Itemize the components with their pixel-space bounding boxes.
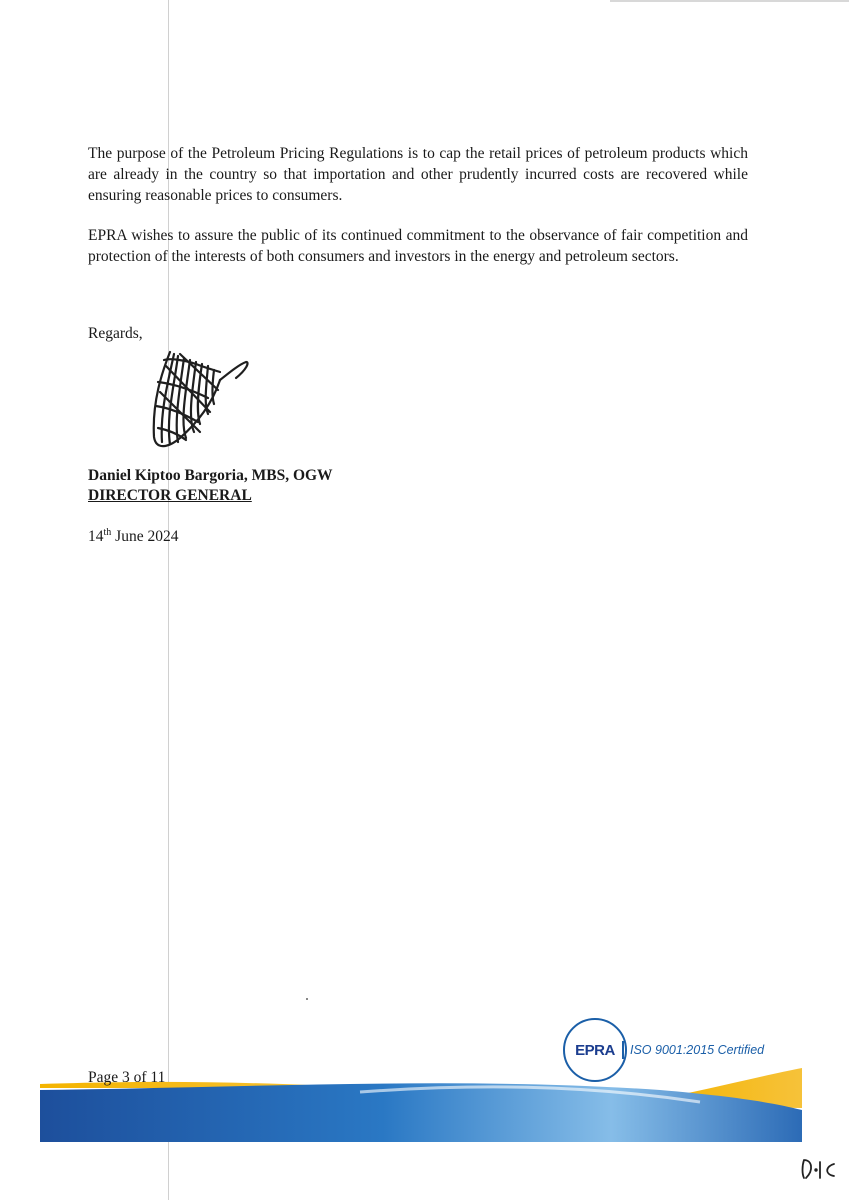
epra-logo: [563, 1018, 627, 1082]
body-paragraph-2: EPRA wishes to assure the public of its continued commitment to the observance of fair competition and protection of the interests of both consumers and investors in the energy and petroleum sectors.: [88, 227, 748, 265]
date-day: 14: [88, 528, 104, 546]
body-paragraph-1: The purpose of the Petroleum Pricing Regulations is to cap the retail prices of petroleum products which are already in the country so that importation and other prudently incurred costs are recovered while ensuring reasonable prices to consumers.: [88, 145, 748, 204]
handwritten-signature: [140, 342, 260, 457]
handwritten-initials: [798, 1152, 838, 1182]
epra-logo-text: EPRA: [575, 1041, 615, 1059]
closing-salutation: Regards,: [88, 325, 143, 342]
scan-speck: [306, 998, 308, 1000]
date-month-year: June 2024: [111, 528, 179, 546]
signer-name: Daniel Kiptoo Bargoria, MBS, OGW: [88, 467, 333, 484]
signer-title: DIRECTOR GENERAL: [88, 487, 252, 504]
date-suffix: th: [103, 527, 112, 538]
page-number: Page 3 of 11: [88, 1069, 166, 1086]
letter-date: [88, 527, 178, 546]
iso-certification: ISO 9001:2015 Certified: [622, 1041, 764, 1059]
scan-edge-line: [610, 0, 849, 2]
